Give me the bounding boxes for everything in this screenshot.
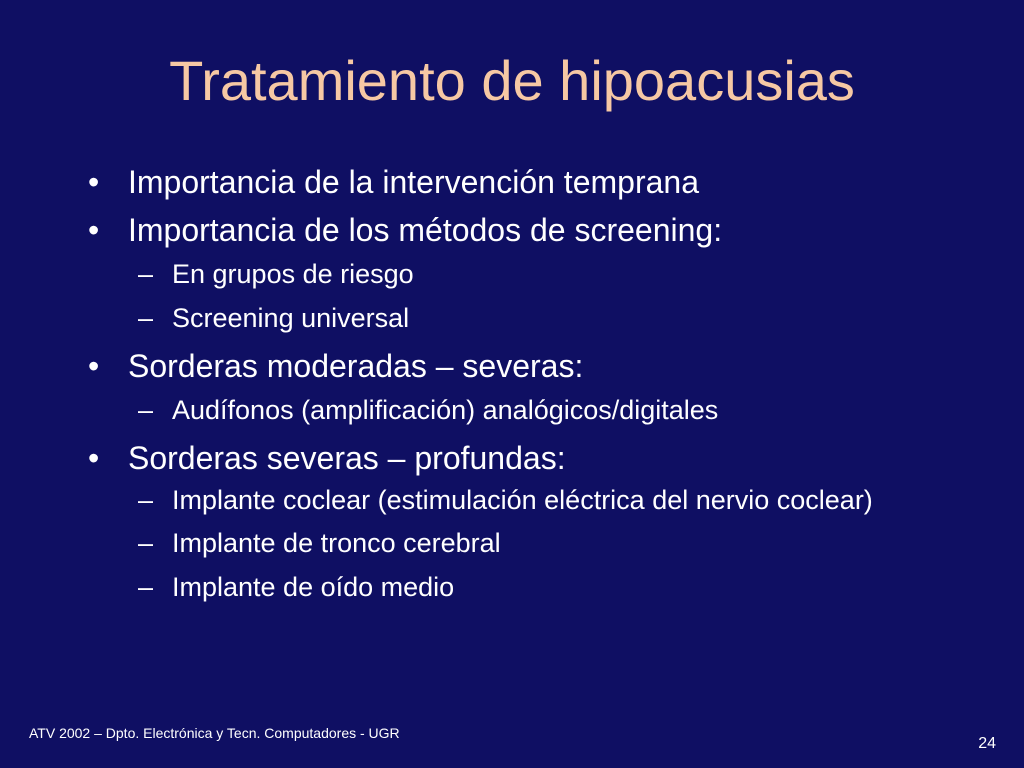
- sub-bullet-item: [80, 523, 960, 567]
- sub-bullet-text: Audífonos (amplificación) analógicos/digitales: [172, 395, 719, 425]
- bullet-item: [80, 342, 960, 390]
- bullet-marker: •: [88, 440, 100, 476]
- dash-marker: –: [138, 259, 154, 289]
- sub-bullet-text: Implante de oído medio: [172, 572, 455, 602]
- sub-bullet-item: [80, 567, 960, 611]
- sub-bullet-item: [80, 390, 960, 434]
- bullet-item: [80, 434, 960, 482]
- bullet-marker: •: [88, 348, 100, 384]
- sub-bullet-item: [80, 298, 960, 342]
- bullet-marker: •: [88, 212, 100, 248]
- dash-marker: –: [138, 485, 154, 515]
- sub-bullet-text: Implante coclear (estimulación eléctrica del nervio coclear): [172, 485, 873, 515]
- sub-bullet-text: Screening universal: [172, 303, 410, 333]
- bullet-marker: •: [88, 164, 100, 200]
- dash-marker: –: [138, 395, 154, 425]
- sub-bullet-item: [80, 482, 932, 523]
- sub-bullet-text: En grupos de riesgo: [172, 259, 414, 289]
- bullet-text: Importancia de la intervención temprana: [128, 164, 699, 200]
- dash-marker: –: [138, 528, 154, 558]
- bullet-text: Sorderas moderadas – severas:: [128, 348, 584, 384]
- bullet-item: [80, 206, 960, 254]
- dash-marker: –: [138, 303, 154, 333]
- page-number: 24: [978, 735, 996, 752]
- dash-marker: –: [138, 572, 154, 602]
- sub-bullet-item: [80, 254, 960, 298]
- bullet-text: Importancia de los métodos de screening:: [128, 212, 723, 248]
- slide-footer: ATV 2002 – Dpto. Electrónica y Tecn. Computadores - UGR: [29, 725, 400, 741]
- sub-bullet-text: Implante de tronco cerebral: [172, 528, 501, 558]
- bullet-item: [80, 158, 960, 206]
- bullet-text: Sorderas severas – profundas:: [128, 440, 566, 476]
- slide-body: [80, 158, 960, 611]
- slide-title: Tratamiento de hipoacusias: [169, 49, 855, 112]
